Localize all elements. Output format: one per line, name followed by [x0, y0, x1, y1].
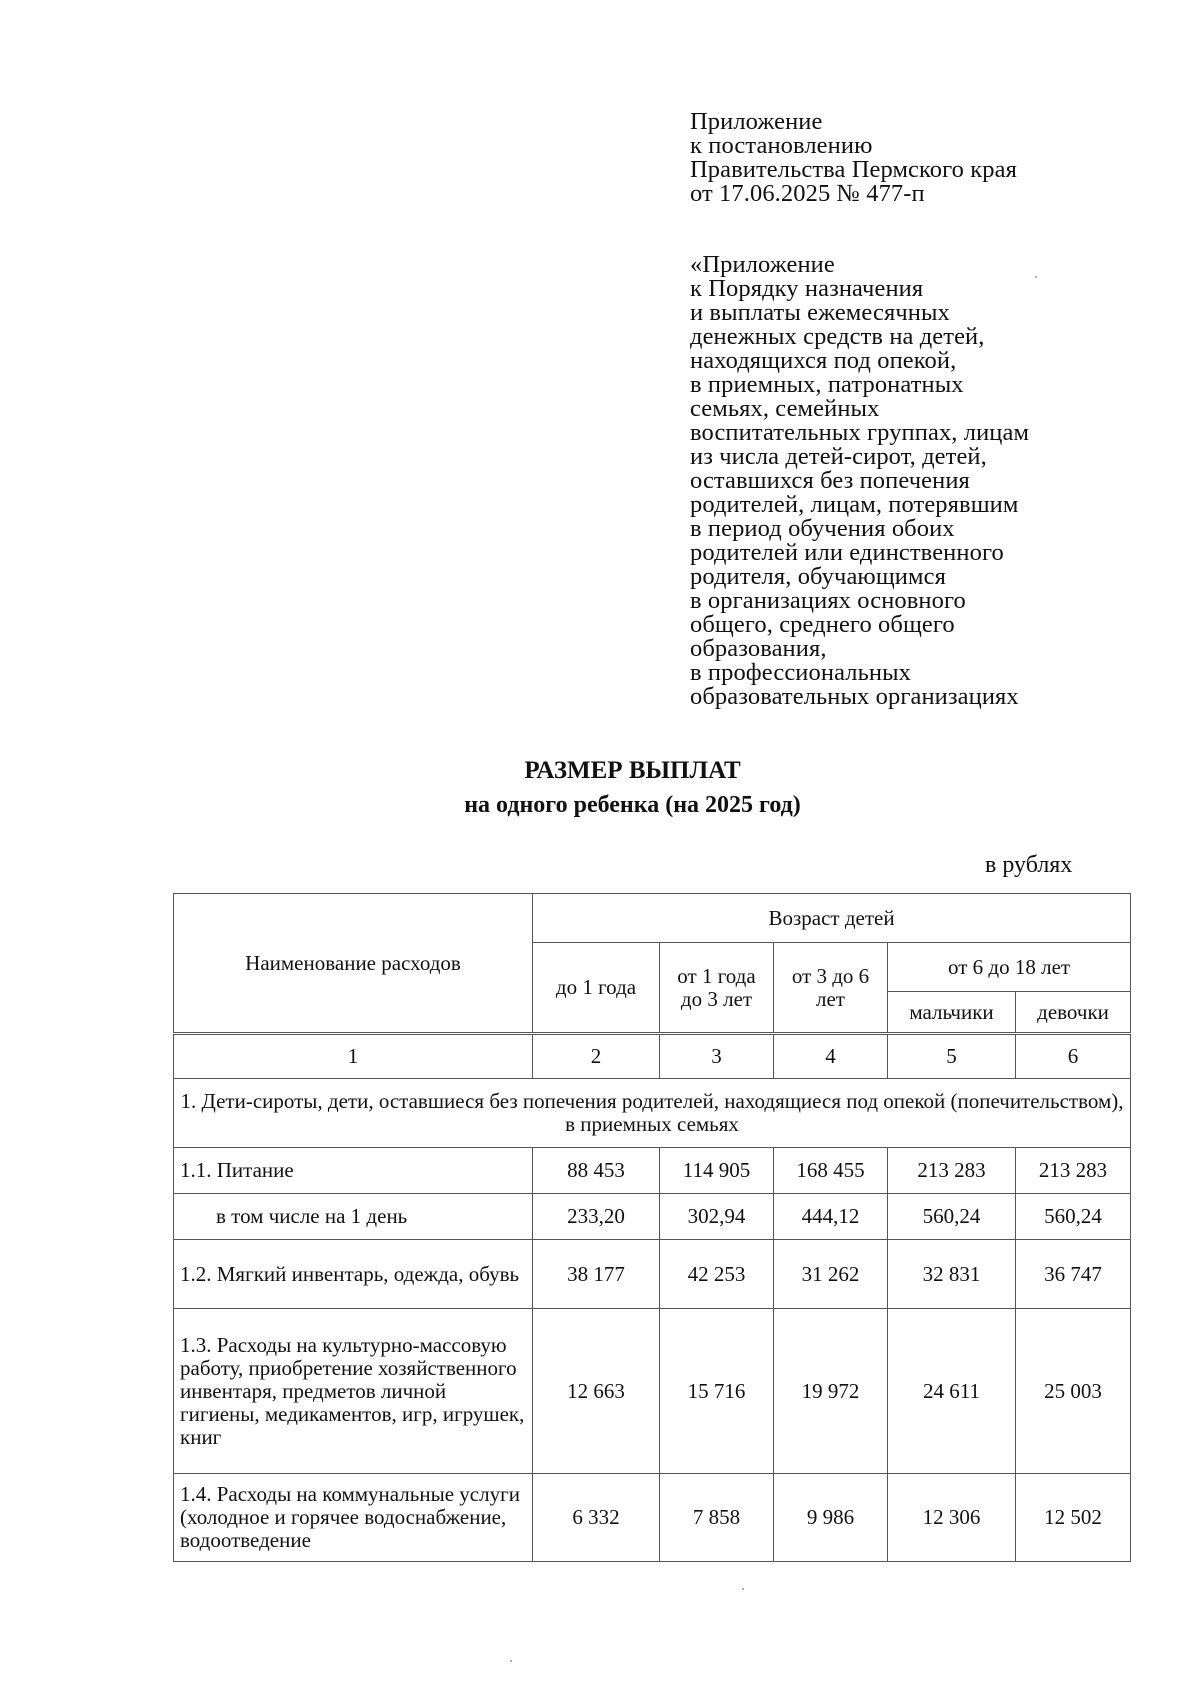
annex-quote-line: семьях, семейных [690, 395, 880, 422]
annex-quote-line: в приемных, патронатных [690, 371, 964, 398]
column-number: 2 [533, 1034, 660, 1079]
header-col-girls: девочки [1016, 992, 1131, 1034]
row-value: 24 611 [888, 1309, 1016, 1474]
annex-quote-line: в организациях основного [690, 587, 966, 614]
row-value: 32 831 [888, 1240, 1016, 1309]
annex-quote-line: образовательных организациях [690, 683, 1019, 710]
section-title: 1. Дети-сироты, дети, оставшиеся без попечения родителей, находящиеся под опекой (попечительством), в приемных семьях [174, 1079, 1131, 1148]
document-subtitle: на одного ребенка (на 2025 год) [464, 792, 801, 818]
row-value: 19 972 [774, 1309, 888, 1474]
column-number-row [174, 1034, 1131, 1079]
row-value: 38 177 [533, 1240, 660, 1309]
row-name: 1.3. Расходы на культурно-массовую работу, приобретение хозяйственного инвентаря, предметов личной гигиены, медикаментов, игр, игрушек, книг [174, 1309, 533, 1474]
annex-quote-line: к Порядку назначения [690, 275, 924, 302]
row-value: 560,24 [1016, 1194, 1131, 1240]
row-value: 444,12 [774, 1194, 888, 1240]
header-age-group: Возраст детей [533, 894, 1131, 943]
annex-quote-line: оставшихся без попечения [690, 467, 970, 494]
row-value: 88 453 [533, 1148, 660, 1194]
annex-quote-line: общего, среднего общего [690, 611, 955, 638]
row-name: 1.1. Питание [174, 1148, 533, 1194]
annex-quote-line: родителя, обучающимся [690, 563, 946, 590]
annex-quote-line: родителей или единственного [690, 539, 1004, 566]
row-value: 213 283 [888, 1148, 1016, 1194]
annex-header-line: Правительства Пермского края [690, 156, 1017, 183]
header-col-1to3: от 1 года до 3 лет [660, 943, 774, 1034]
table-row [174, 1474, 1131, 1562]
row-name: 1.2. Мягкий инвентарь, одежда, обувь [174, 1240, 533, 1309]
row-value: 302,94 [660, 1194, 774, 1240]
column-number: 4 [774, 1034, 888, 1079]
annex-quote-line: денежных средств на детей, [690, 323, 985, 350]
row-value: 114 905 [660, 1148, 774, 1194]
row-name: в том числе на 1 день [174, 1194, 533, 1240]
annex-quote-line: «Приложение [690, 251, 835, 278]
row-value: 42 253 [660, 1240, 774, 1309]
row-value: 12 306 [888, 1474, 1016, 1562]
annex-header [690, 110, 1017, 206]
annex-quote-line: образования, [690, 635, 827, 662]
row-value: 168 455 [774, 1148, 888, 1194]
row-value: 31 262 [774, 1240, 888, 1309]
column-number: 6 [1016, 1034, 1131, 1079]
column-number: 5 [888, 1034, 1016, 1079]
annex-quote [690, 253, 1029, 709]
scan-speck [510, 1660, 512, 1662]
annex-quote-line: родителей, лицам, потерявшим [690, 491, 1019, 518]
table-row [174, 1194, 1131, 1240]
annex-quote-line: воспитательных группах, лицам [690, 419, 1030, 446]
annex-quote-line: в профессиональных [690, 659, 911, 686]
row-value: 6 332 [533, 1474, 660, 1562]
scan-speck [742, 1588, 744, 1590]
annex-quote-line: из числа детей-сирот, детей, [690, 443, 987, 470]
column-number: 3 [660, 1034, 774, 1079]
annex-quote-line: находящихся под опекой, [690, 347, 957, 374]
annex-quote-line: и выплаты ежемесячных [690, 299, 950, 326]
annex-quote-line: в период обучения обоих [690, 515, 955, 542]
row-value: 7 858 [660, 1474, 774, 1562]
header-expense-name: Наименование расходов [174, 894, 533, 1034]
document-title: РАЗМЕР ВЫПЛАТ [524, 757, 741, 784]
table-row [174, 1240, 1131, 1309]
header-col-6to18: от 6 до 18 лет [888, 943, 1131, 992]
annex-header-line: Приложение [690, 108, 823, 135]
row-value: 12 663 [533, 1309, 660, 1474]
payments-table [173, 893, 1131, 1562]
table-header-row [174, 894, 1131, 943]
row-name: 1.4. Расходы на коммунальные услуги (холодное и горячее водоснабжение, водоотведение [174, 1474, 533, 1562]
row-value: 25 003 [1016, 1309, 1131, 1474]
unit-label: в рублях [985, 852, 1073, 878]
section-row [174, 1079, 1131, 1148]
annex-header-line: к постановлению [690, 132, 873, 159]
column-number: 1 [174, 1034, 533, 1079]
scan-speck [1035, 276, 1037, 278]
table-row [174, 1148, 1131, 1194]
row-value: 560,24 [888, 1194, 1016, 1240]
row-value: 36 747 [1016, 1240, 1131, 1309]
row-value: 15 716 [660, 1309, 774, 1474]
header-col-3to6: от 3 до 6 лет [774, 943, 888, 1034]
header-col-under1: до 1 года [533, 943, 660, 1034]
row-value: 213 283 [1016, 1148, 1131, 1194]
header-col-boys: мальчики [888, 992, 1016, 1034]
row-value: 233,20 [533, 1194, 660, 1240]
row-value: 9 986 [774, 1474, 888, 1562]
annex-header-line: от 17.06.2025 № 477-п [690, 180, 925, 207]
table-row [174, 1309, 1131, 1474]
row-value: 12 502 [1016, 1474, 1131, 1562]
